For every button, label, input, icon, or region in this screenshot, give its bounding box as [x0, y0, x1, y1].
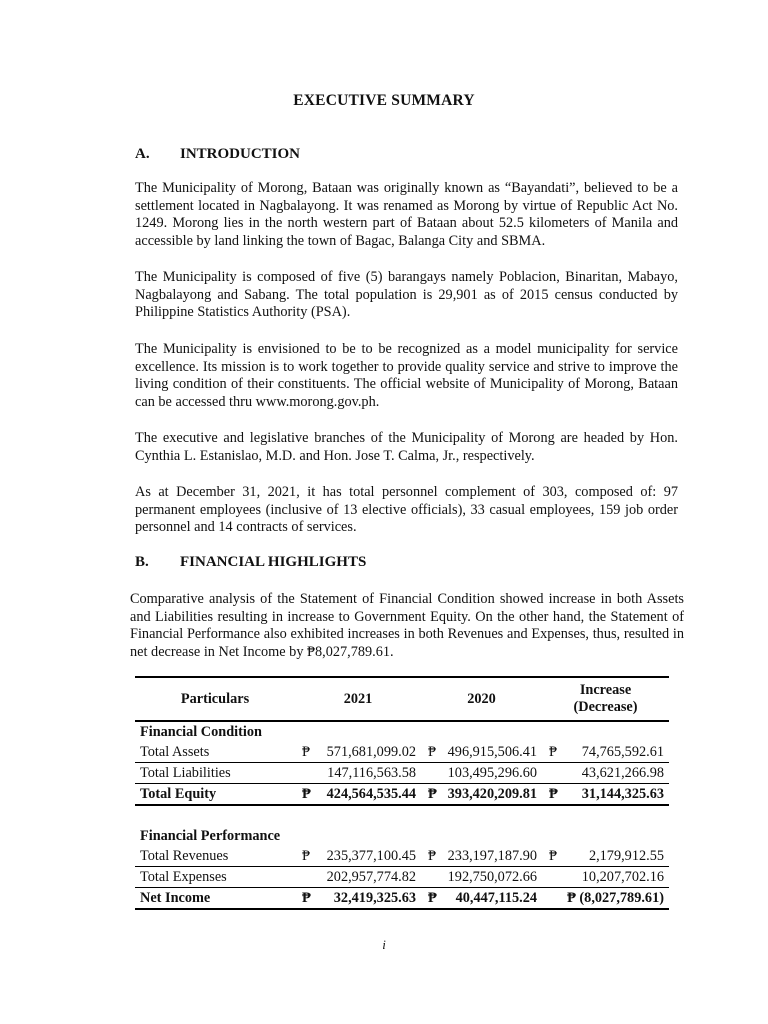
header-particulars: Particulars — [180, 690, 250, 707]
peso-sign: ₱ — [302, 889, 311, 906]
value-change — [542, 846, 669, 867]
value-2020 — [421, 846, 542, 867]
amount: 496,915,506.41 — [447, 743, 537, 760]
value-2021 — [295, 784, 421, 806]
section-b-letter: B. — [135, 554, 149, 570]
peso-sign: ₱ — [428, 743, 436, 760]
amount: 40,447,115.24 — [455, 889, 537, 906]
amount: 2,179,912.55 — [588, 847, 664, 864]
peso-sign: ₱ — [549, 785, 558, 802]
section-a-title: INTRODUCTION — [180, 146, 301, 162]
intro-paragraph-barangays: The Municipality is composed of five (5) barangays namely Poblacion, Binaritan, Mabayo, Nagbalayong and Sabang. The total population is 29,901 as of 2015 census conducted by Philippine Statistics Authority (PSA). — [135, 269, 678, 321]
value-change — [542, 784, 669, 806]
peso-sign: ₱ — [302, 743, 310, 760]
peso-sign: ₱ — [428, 889, 437, 906]
section-a-letter: A. — [135, 146, 150, 162]
row-label: Net Income — [135, 888, 295, 910]
value-2021 — [295, 742, 421, 763]
value-2020 — [421, 742, 542, 763]
amount: 31,144,325.63 — [581, 785, 664, 802]
value-2021: 202,957,774.82 — [295, 867, 421, 888]
table-row — [135, 742, 669, 763]
intro-paragraph-vision: The Municipality is envisioned to be to be recognized as a model municipality for service excellence. Its mission is to work together to provide quality service and strive to improve the living condition of their constituents. The official website of Municipality of Morong, Bataan can be accessed thru www.morong.gov.ph. — [135, 341, 678, 410]
group-label: Financial Performance — [140, 828, 281, 844]
table-row — [135, 763, 669, 784]
row-label: Total Liabilities — [135, 763, 295, 784]
peso-sign: ₱ — [428, 847, 436, 864]
amount: 32,419,325.63 — [333, 889, 416, 906]
header-increase-decrease — [542, 677, 669, 721]
financial-summary-paragraph: Comparative analysis of the Statement of Financial Condition showed increase in both Assets and Liabilities resulting in increase to Government Equity. On the other hand, the Statement of Financial Performance also exhibited increases in both Revenues and Expenses, thus, resulted in net decrease in Net Income by ₱8,027,789.61. — [130, 591, 684, 660]
table-row-total-equity — [135, 784, 669, 806]
header-2021: 2021 — [343, 690, 373, 707]
section-b-title: FINANCIAL HIGHLIGHTS — [180, 554, 367, 570]
amount: 233,197,187.90 — [447, 847, 537, 864]
value-change — [542, 742, 669, 763]
section-a-heading — [135, 146, 300, 163]
value-2020: 103,495,296.60 — [421, 763, 542, 784]
page-number: i — [382, 937, 386, 952]
amount: 424,564,535.44 — [326, 785, 416, 802]
peso-sign: ₱ — [302, 785, 311, 802]
group-financial-condition — [135, 721, 669, 742]
group-label: Financial Condition — [140, 724, 262, 740]
header-increase: Increase — [579, 682, 632, 698]
row-label: Total Assets — [135, 742, 295, 763]
value-2021 — [295, 846, 421, 867]
page-title: EXECUTIVE SUMMARY — [293, 92, 475, 109]
table-row-net-income — [135, 888, 669, 910]
value-change — [542, 888, 669, 910]
amount: 393,420,209.81 — [447, 785, 537, 802]
value-2021: 147,116,563.58 — [295, 763, 421, 784]
peso-sign: ₱ — [428, 785, 437, 802]
amount: 235,377,100.45 — [326, 847, 416, 864]
table-row — [135, 867, 669, 888]
row-label: Total Revenues — [135, 846, 295, 867]
intro-paragraph-history: The Municipality of Morong, Bataan was originally known as “Bayandati”, believed to be a settlement located in Nagbalayong. It was renamed as Morong by virtue of Republic Act No. 1249. Morong lies in the north western part of Bataan about 52.5 kilometers of Manila and accessible by land linking the town of Bagac, Balanga City and SBMA. — [135, 180, 678, 249]
value-2020 — [421, 888, 542, 910]
header-2020: 2020 — [467, 690, 496, 707]
intro-paragraph-personnel: As at December 31, 2021, it has total personnel complement of 303, composed of: 97 permanent employees (inclusive of 13 elective officials), 33 casual employees, 159 job order personnel and 14 contracts of services. — [135, 484, 678, 536]
table-spacer — [135, 805, 669, 826]
peso-sign: ₱ — [302, 847, 310, 864]
value-change: 10,207,702.16 — [542, 867, 669, 888]
value-2020 — [421, 784, 542, 806]
header-decrease: (Decrease) — [573, 699, 638, 715]
amount: 571,681,099.02 — [326, 743, 416, 760]
intro-paragraph-officials: The executive and legislative branches of the Municipality of Morong are headed by Hon. Cynthia L. Estanislao, M.D. and Hon. Jose T. Calma, Jr., respectively. — [135, 430, 678, 464]
row-label: Total Expenses — [135, 867, 295, 888]
financial-highlights-table — [135, 676, 669, 910]
group-financial-performance — [135, 826, 669, 846]
value-2021 — [295, 888, 421, 910]
amount: 74,765,592.61 — [581, 743, 664, 760]
value-change: 43,621,266.98 — [542, 763, 669, 784]
row-label: Total Equity — [135, 784, 295, 806]
table-header-row — [135, 677, 669, 721]
value-2020: 192,750,072.66 — [421, 867, 542, 888]
section-b-heading — [135, 554, 366, 571]
amount: (8,027,789.61) — [579, 889, 664, 906]
table-row — [135, 846, 669, 867]
peso-sign: ₱ — [549, 743, 557, 760]
peso-sign: ₱ — [567, 889, 576, 906]
peso-sign: ₱ — [549, 847, 557, 864]
